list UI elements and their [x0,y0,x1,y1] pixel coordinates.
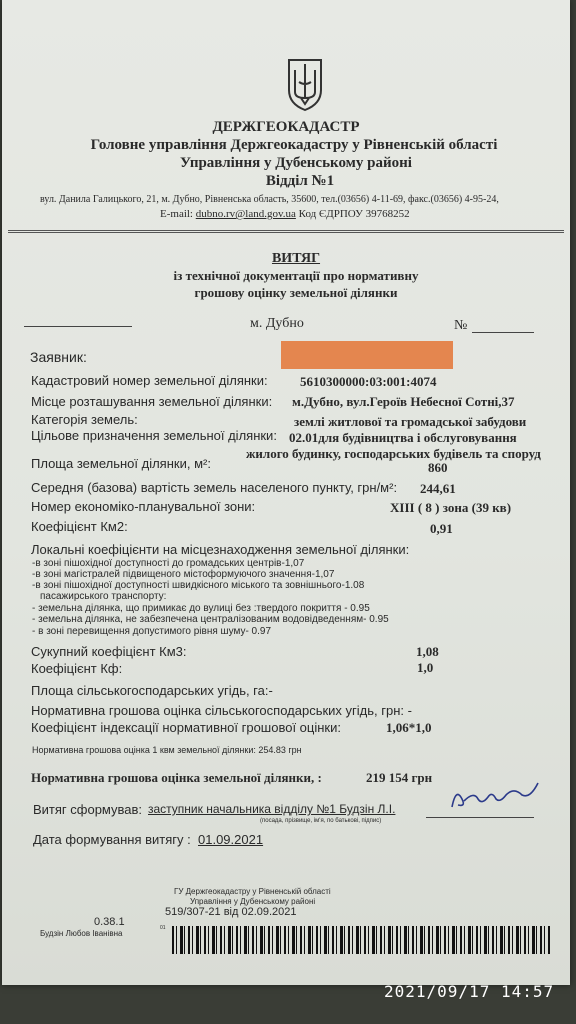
index-label: Коефіцієнт індексації нормативної грошової оцінки: [31,720,341,735]
km2-label: Коефіцієнт Км2: [31,519,128,534]
doc-title-line1: із технічної документації про нормативну [173,268,419,283]
local-item: -в зоні пішохідної доступності швидкісного міського та зовнішнього-1.08 [32,580,365,591]
formed-by-hint: (посада, прізвище, ім'я, по батькові, підпис) [260,818,382,824]
city-name: м. Дубно [250,316,304,331]
category-label: Категорія земель: [31,412,138,427]
applicant-label: Заявник: [30,349,87,365]
per-m2-value: Нормативна грошова оцінка 1 квм земельної ділянки: 254.83 грн [32,745,302,755]
date-label: Дата формування витягу : [33,832,191,847]
avg-value: 244,61 [420,481,456,496]
version-number: 0.38.1 [94,916,125,928]
km2-value: 0,91 [430,521,453,536]
contact-line [160,208,410,220]
local-coef-label: Локальні коефіцієнти на місцезнаходження земельної ділянки: [31,542,410,557]
total-value: 219 154 грн [366,770,433,785]
cadastral-label: Кадастровий номер земельної ділянки: [31,373,268,388]
agency-name: ДЕРЖГЕОКАДАСТР [212,119,360,135]
purpose-label: Цільове призначення земельної ділянки: [31,428,277,443]
kf-label: Коефіцієнт Кф: [31,661,123,676]
number-line [472,332,534,333]
signature-line [426,817,534,818]
formed-by-label: Витяг сформував: [33,802,143,817]
km3-value: 1,08 [416,644,439,659]
doc-title: ВИТЯГ [271,251,321,266]
km3-label: Сукупний коефіцієнт Км3: [31,644,187,659]
avg-value-label: Середня (базова) вартість земель населеного пункту, грн/м²: [31,480,398,495]
zone-label: Номер економіко-планувальної зони: [31,499,256,514]
address-line: вул. Данила Галицького, 21, м. Дубно, Рівненська область, 35600, тел.(03656) 4-11-69, факс.(03656) 4-95-24, [40,194,499,205]
edrpou-code: Код ЄДРПОУ 39768252 [295,208,410,220]
local-item: -в зоні пішохідної доступності до громадських центрів-1,07 [32,558,305,569]
zone-value: XIII ( 8 ) зона (39 кв) [390,500,512,515]
email-prefix: E-mail: [160,208,196,220]
local-item: -в зоні магістралей підвищеного містоформуючого значення-1,07 [32,569,335,580]
local-item: - земельна ділянка, не забезпечена централізованим водовідведенням- 0.95 [32,614,389,625]
kf-value: 1,0 [417,660,434,675]
registration-number: 519/307-21 від 02.09.2021 [165,906,297,918]
district-office: Управління у Дубенському районі [180,155,412,171]
doc-title-line2: грошову оцінку земельної ділянки [194,285,398,300]
location-label: Місце розташування земельної ділянки: [31,394,273,409]
agri-value-label: Нормативна грошова оцінка сільськогосподарських угідь, грн: - [31,703,412,718]
agri-area-label: Площа сільськогосподарських угідь, га:- [31,683,273,698]
local-item: - в зоні перевищення допустимого рівня шуму- 0.97 [32,626,272,637]
cadastral-value: 5610300000:03:001:4074 [300,374,437,389]
purpose-value-1: 02.01для будівництва і обслуговування [289,430,517,445]
number-sign: № [454,318,468,333]
email-link[interactable]: dubno.rv@land.gov.ua [195,208,296,220]
photo-timestamp: 2021/09/17 14:57 [384,982,555,1001]
local-item: пасажирського транспорту: [40,591,167,602]
signature-icon [444,777,544,817]
barcode [172,926,550,954]
area-value: 860 [428,460,448,475]
category-value: землі житлової та громадської забудови [294,414,527,429]
date-value: 01.09.2021 [198,832,264,847]
blank-line [24,326,132,327]
total-label: Нормативна грошова оцінка земельної ділянки, : [31,770,322,785]
document-sheet [2,0,570,985]
area-label: Площа земельної ділянки, м²: [31,456,211,471]
main-department: Головне управління Держгеокадастру у Рівненській області [90,137,498,153]
formed-by-value: заступник начальника відділу №1 Будзін Л.І. [148,802,396,816]
index-value: 1,06*1,0 [386,720,432,735]
coat-of-arms-icon [285,56,325,112]
barcode-mark: 01 [160,925,166,931]
stamp-line-1: ГУ Держгеокадастру у Рівненській області [174,887,331,896]
stamp-line-2: Управління у Дубенському районі [190,897,316,906]
location-value: м.Дубно, вул.Героїв Небесної Сотні,37 [292,394,515,409]
purpose-value-2: жилого будинку, господарських будівель та споруд [246,446,541,461]
section-name: Відділ №1 [265,173,335,189]
header-divider [8,230,564,233]
redaction-block [281,341,453,369]
executor-name: Будзін Любов Іванівна [40,929,123,938]
local-item: - земельна ділянка, що примикає до вулиці без :твердого покриття - 0.95 [32,603,370,614]
